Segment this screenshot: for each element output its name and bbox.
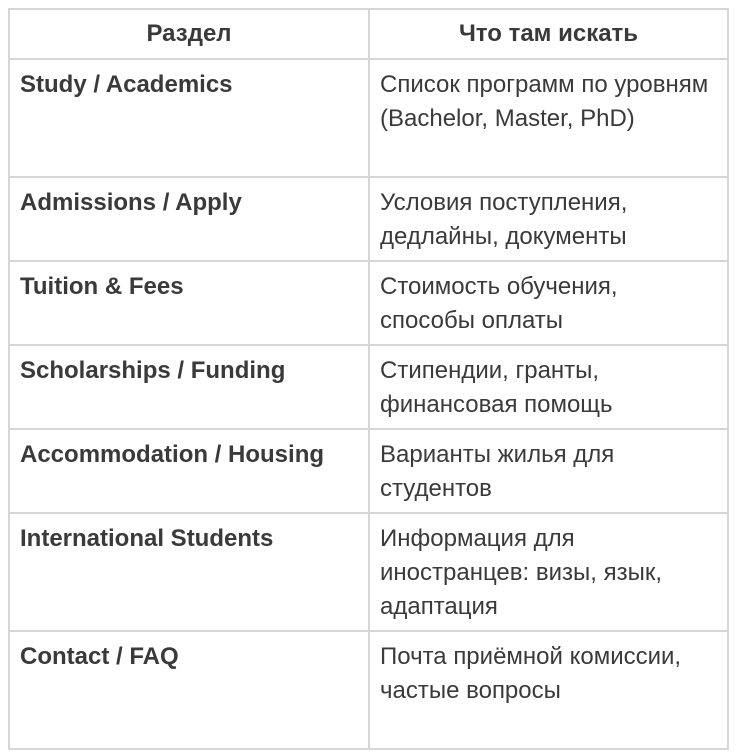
- section-description: Стоимость обучения, способы оплаты: [369, 261, 728, 345]
- table-row: [9, 429, 728, 513]
- table-row: [9, 177, 728, 261]
- section-name: Contact / FAQ: [9, 631, 369, 749]
- header-section: Раздел: [9, 9, 369, 59]
- table-row: [9, 345, 728, 429]
- section-name: Scholarships / Funding: [9, 345, 369, 429]
- section-name: Study / Academics: [9, 59, 369, 177]
- section-name: International Students: [9, 513, 369, 631]
- table-header-row: [9, 9, 728, 59]
- section-description: Стипендии, гранты, финансовая помощь: [369, 345, 728, 429]
- table-row: [9, 59, 728, 177]
- sections-table: [8, 8, 729, 750]
- sections-table-container: [8, 8, 729, 750]
- section-name: Admissions / Apply: [9, 177, 369, 261]
- table-row: [9, 513, 728, 631]
- section-description: Варианты жилья для студентов: [369, 429, 728, 513]
- section-name: Tuition & Fees: [9, 261, 369, 345]
- table-row: [9, 631, 728, 749]
- section-description: Условия поступления, дедлайны, документы: [369, 177, 728, 261]
- header-what-to-look-for: Что там искать: [369, 9, 728, 59]
- section-description: Список программ по уровням (Bachelor, Master, PhD): [369, 59, 728, 177]
- section-name: Accommodation / Housing: [9, 429, 369, 513]
- section-description: Информация для иностранцев: визы, язык, адаптация: [369, 513, 728, 631]
- section-description: Почта приёмной комиссии, частые вопросы: [369, 631, 728, 749]
- table-row: [9, 261, 728, 345]
